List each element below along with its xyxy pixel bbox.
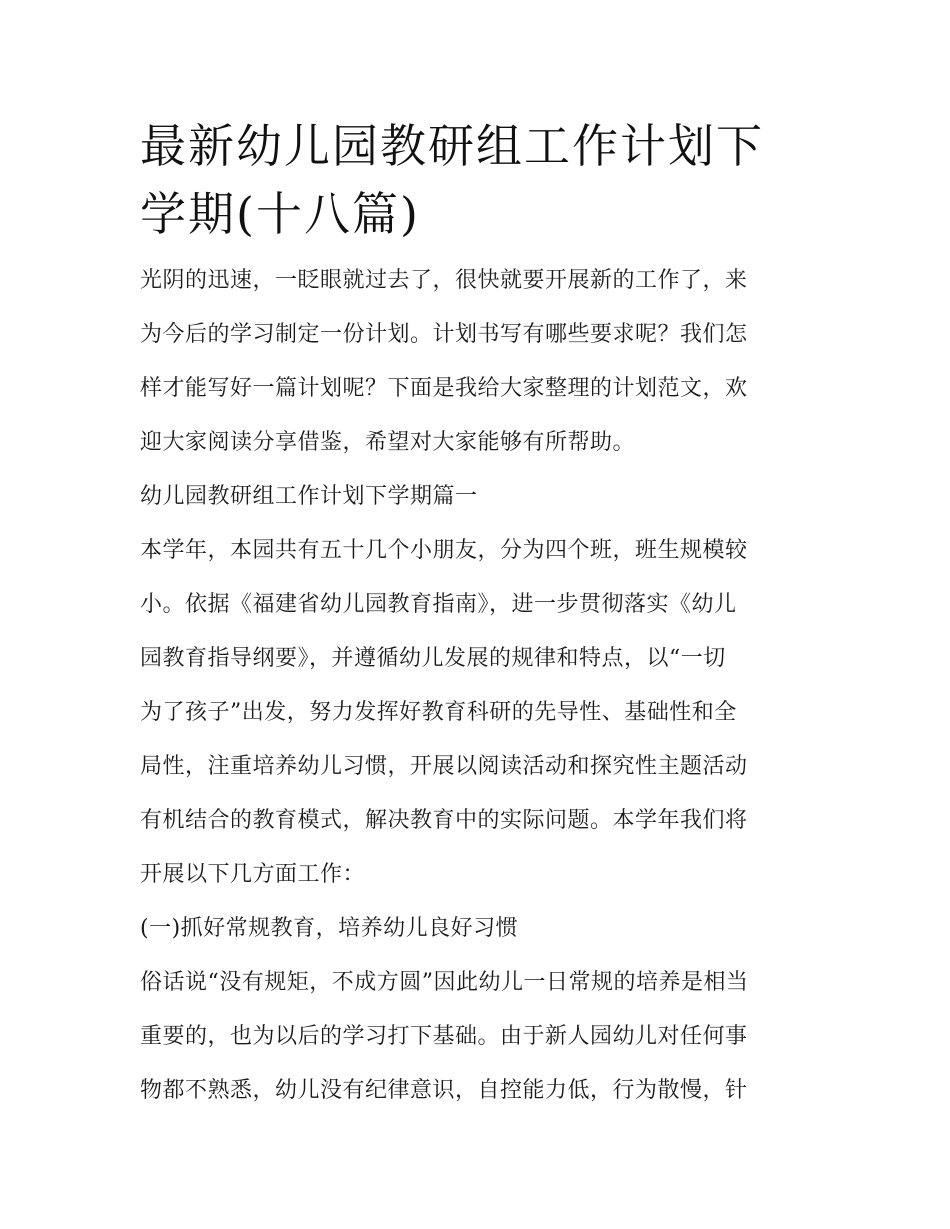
title-line: 最新幼儿园教研组工作计划下 — [140, 119, 764, 173]
subheading-block — [140, 910, 820, 948]
text-line: 为了孩子”出发，努力发挥好教育科研的先导性、基础性和全 — [140, 700, 737, 725]
text-line: 样才能写好一篇计划呢？下面是我给大家整理的计划范文，欢 — [140, 376, 748, 401]
text-line: 重要的，也为以后的学习打下基础。由于新人园幼儿对任何事 — [140, 1024, 748, 1049]
subheading: (一)抓好常规教育，培养幼儿良好习惯 — [140, 916, 519, 941]
text-line: 俗话说“没有规矩，不成方圆”因此幼儿一日常规的培养是相当 — [140, 970, 749, 995]
text-line: 园教育指导纲要》，并遵循幼儿发展的规律和特点，以“一切 — [140, 646, 726, 671]
text-line: 物都不熟悉，幼儿没有纪律意识，自控能力低，行为散慢，针 — [140, 1078, 748, 1103]
text-line: 光阴的迅速，一眨眼就过去了，很快就要开展新的工作了，来 — [140, 268, 748, 293]
document-page — [140, 112, 820, 1126]
text-line: 有机结合的教育模式，解决教育中的实际问题。本学年我们将 — [140, 808, 748, 833]
text-line: 为今后的学习制定一份计划。计划书写有哪些要求呢？我们怎 — [140, 322, 748, 347]
section-heading: 幼儿园教研组工作计划下学期篇一 — [140, 484, 478, 509]
text-line: 局性，注重培养幼儿习惯，开展以阅读活动和探究性主题活动 — [140, 754, 748, 779]
section-heading-block — [140, 478, 820, 516]
sub-body-paragraph — [140, 964, 820, 1110]
text-line: 本学年，本园共有五十几个小朋友，分为四个班，班生规模较 — [140, 538, 748, 563]
text-line: 小。依据《福建省幼儿园教育指南》，进一步贯彻落实《幼儿 — [140, 592, 737, 617]
body-paragraph — [140, 532, 820, 894]
intro-paragraph — [140, 262, 820, 462]
document-title — [140, 112, 820, 248]
title-line: 学期(十八篇) — [140, 187, 420, 241]
text-line: 迎大家阅读分享借鉴，希望对大家能够有所帮助。 — [140, 430, 636, 455]
text-line: 开展以下几方面工作： — [140, 862, 366, 887]
